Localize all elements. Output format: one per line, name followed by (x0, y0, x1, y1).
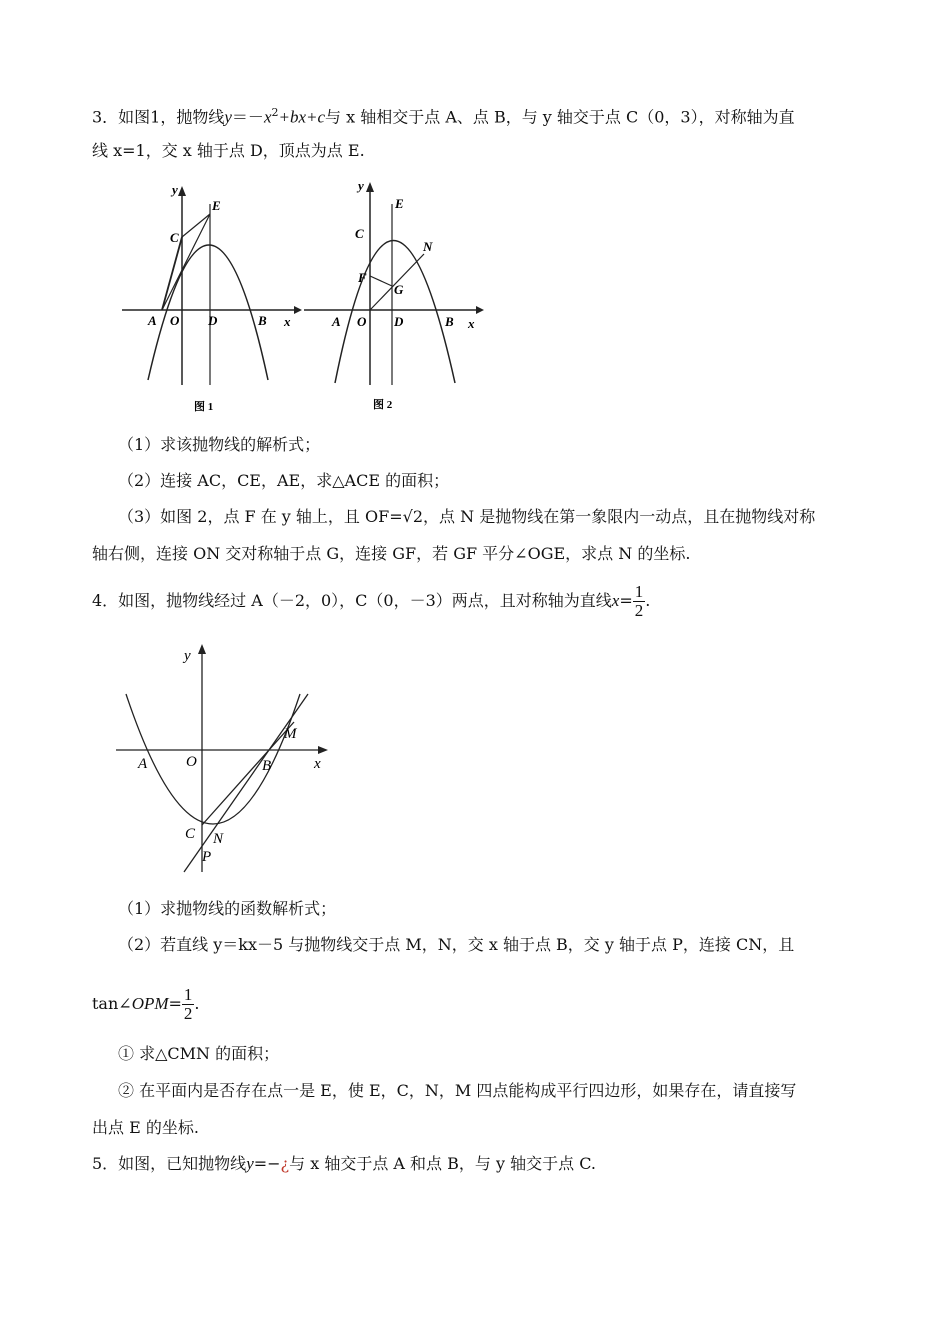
fig2-label-f: F (358, 270, 367, 285)
q3-part3-line2: 轴右侧，连接 ON 交对称轴于点 G，连接 GF，若 GF 平分∠OGE，求点 N 的坐标. (92, 544, 691, 563)
q4-intro-line (92, 581, 650, 621)
q3-eq-y: y (224, 107, 232, 127)
q3-part3 (118, 506, 815, 528)
fig1-label-a: A (148, 313, 157, 328)
fig2-label-e: E (395, 196, 404, 211)
q4-tan-period: . (194, 994, 200, 1013)
q4-tan-text: tan∠ (92, 994, 132, 1013)
fig1-label-y: y (172, 182, 178, 197)
q3-part1: （1）求该抛物线的解析式； (118, 435, 321, 454)
q4-part1: （1）求抛物线的函数解析式； (118, 899, 337, 918)
q4-sub2: ② 在平面内是否存在点一是 E，使 E，C，N，M 四点能构成平行四边形，如果存在，请直接写 (118, 1081, 797, 1100)
q3-eq-exp: 2 (271, 106, 279, 119)
fig2-label-c: C (355, 226, 364, 241)
q4-tan-fraction (182, 986, 195, 1023)
q3-eq-rest: ＝－ (231, 107, 264, 127)
fig1-label-x: x (284, 314, 291, 329)
q4-period: . (645, 591, 651, 610)
fig2-label-y: y (358, 178, 364, 193)
q4-axis-fraction (633, 583, 646, 620)
fig2-label-d: D (394, 314, 404, 329)
q3-line1 (92, 102, 795, 128)
q4-axis-var: x (611, 591, 620, 610)
q3-eq-x: x (263, 107, 272, 127)
q3-intro-a: 3．如图1，抛物线 (92, 107, 225, 127)
fig1-caption: 图 1 (194, 401, 214, 413)
fig2-label-a: A (332, 314, 341, 329)
q3-part3-a: （3）如图 2，点 F 在 y 轴上，且 OF= (118, 507, 403, 526)
q3-figure-1 (118, 180, 303, 415)
q4-frac-num: 1 (634, 582, 644, 601)
q4-fig-label-x: x (314, 756, 321, 772)
fig2-label-x: x (468, 316, 475, 331)
q5-eq-y: y (246, 1154, 254, 1173)
q4-tan-den: 2 (183, 1004, 193, 1023)
q4-tan-line (92, 984, 200, 1024)
fig2-label-o: O (357, 314, 367, 329)
q5-eq-rest: =− (253, 1154, 281, 1173)
q3-part2: （2）连接 AC，CE，AE，求△ACE 的面积； (118, 471, 450, 490)
q3-part3-b: ，点 N 是抛物线在第一象限内一动点，且在抛物线对称 (423, 507, 816, 526)
q4-intro: 4．如图，抛物线经过 A（－2，0），C（0，－3）两点，且对称轴为直线 (92, 591, 612, 610)
q4-fig-label-n: N (213, 831, 224, 847)
q4-part2: （2）若直线 y＝kx－5 与抛物线交于点 M，N，交 x 轴于点 B，交 y 轴于点 P，连接 CN，且 (118, 935, 795, 954)
q5-intro-a: 5．如图，已知抛物线 (92, 1154, 247, 1173)
fig1-label-d: D (208, 313, 218, 328)
fig2-caption: 图 2 (373, 399, 393, 411)
fig2-label-n: N (423, 239, 433, 254)
q4-fig-label-o: O (186, 754, 197, 770)
q5-glyph: ¿ (280, 1154, 290, 1173)
q4-sub1: ① 求△CMN 的面积； (118, 1044, 280, 1063)
q4-axis-eq: = (619, 591, 633, 610)
fig1-label-o: O (170, 313, 180, 328)
fig2-label-g: G (394, 282, 404, 297)
q3-eq-b: +bx+c (278, 107, 326, 127)
q4-fig-label-m: M (284, 726, 297, 742)
q4-tan-var: OPM (131, 994, 169, 1013)
q5-intro-b: 与 x 轴交于点 A 和点 B，与 y 轴交于点 C. (289, 1154, 596, 1173)
q4-fig-label-c: C (185, 826, 196, 842)
q4-tan-eq: = (168, 994, 182, 1013)
q4-sub2-line2: 出点 E 的坐标. (92, 1118, 199, 1137)
q3-intro-b: 与 x 轴相交于点 A、点 B，与 y 轴交于点 C（0，3），对称轴为直 (325, 107, 795, 127)
q4-figure (110, 640, 340, 880)
fig1-label-b: B (258, 313, 267, 328)
q4-fig-label-y: y (184, 648, 191, 664)
q4-fig-label-b: B (262, 758, 272, 774)
q4-fig-label-a: A (138, 756, 148, 772)
fig1-label-c: C (170, 230, 179, 245)
q4-tan-num: 1 (183, 985, 193, 1004)
q4-frac-den: 2 (634, 601, 644, 620)
q5-line (92, 1153, 596, 1175)
fig2-label-b: B (445, 314, 454, 329)
q3-line2: 线 x=1，交 x 轴于点 D，顶点为点 E. (92, 141, 365, 160)
q3-part3-root: √2 (402, 507, 424, 526)
q4-fig-label-p: P (202, 849, 212, 865)
fig1-label-e: E (212, 198, 221, 213)
q3-figure-2 (300, 178, 485, 415)
